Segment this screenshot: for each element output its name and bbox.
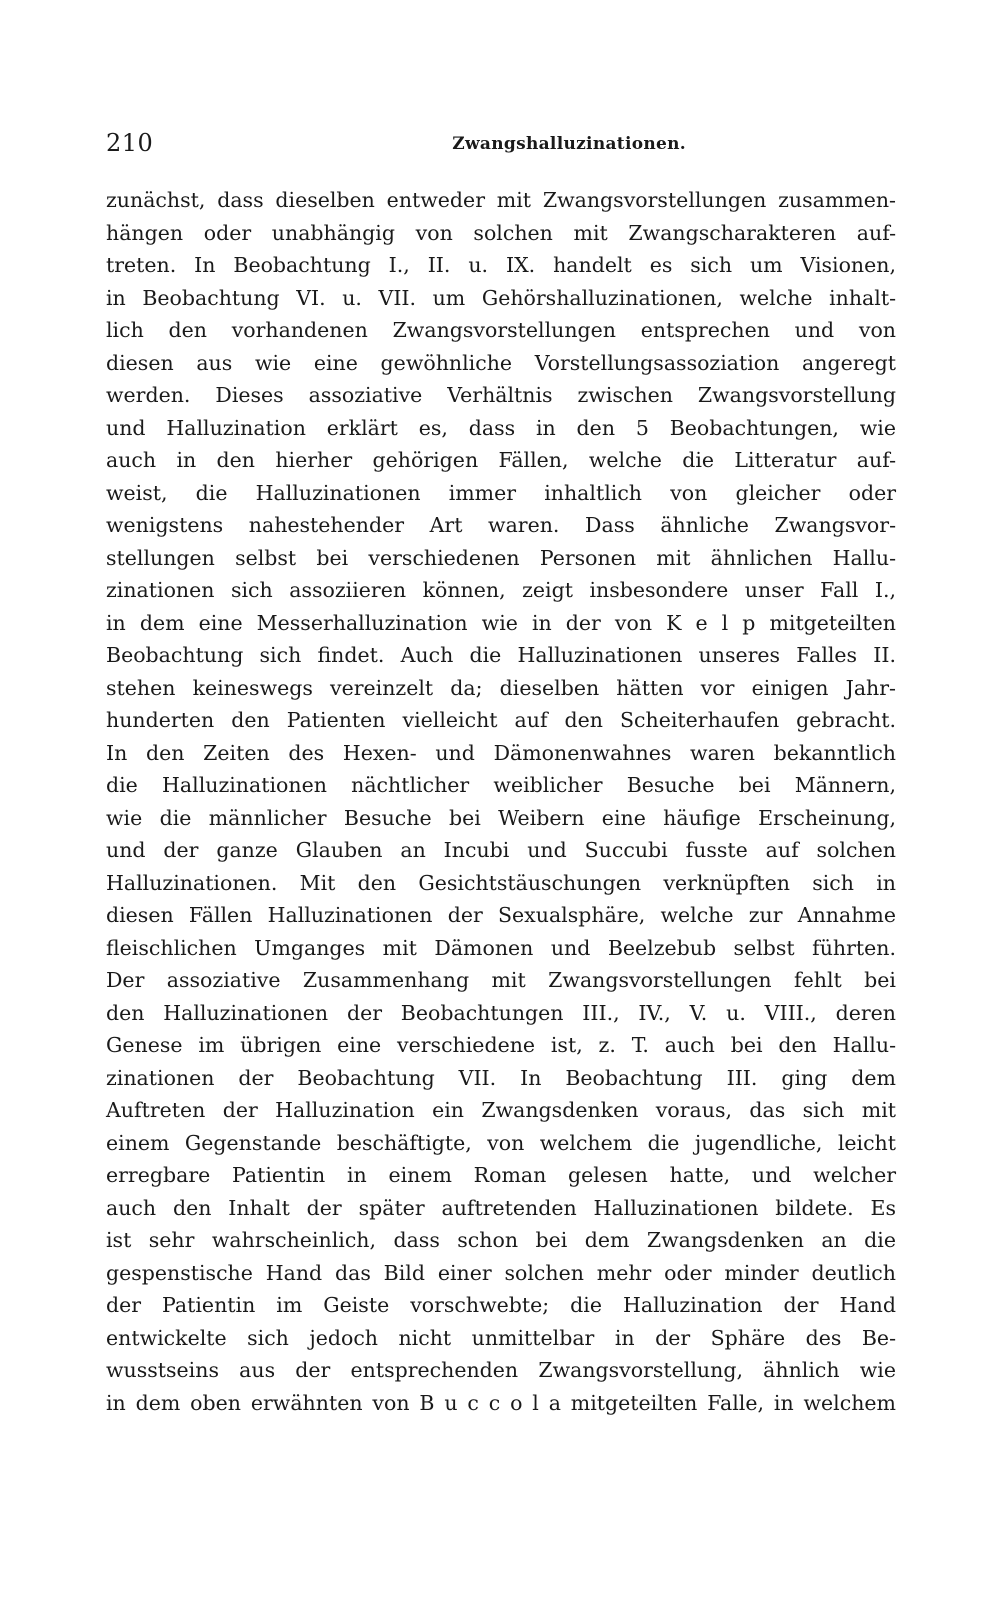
text-line: werden. Dieses assoziative Verhältnis zwischen Zwangsvorstellung [106,383,896,407]
text-line: zinationen sich assoziieren können, zeigt insbesondere unser Fall I., [106,578,896,602]
text-line: fleischlichen Umganges mit Dämonen und Beelzebub selbst führten. [106,935,896,960]
text-line: Beobachtung sich findet. Auch die Halluzinationen unseres Falles II. [106,643,896,667]
running-title: Zwangshalluzinationen. [452,134,686,154]
text-line: und Halluzination erklärt es, dass in den 5 Beobachtungen, wie [106,415,896,440]
text-line: gespenstische Hand das Bild einer solchen mehr oder minder deutlich [106,1260,896,1285]
text-line: diesen Fällen Halluzinationen der Sexualsphäre, welche zur Annahme [106,903,896,927]
text-line: auch den Inhalt der später auftretenden Halluzinationen bildete. Es [106,1195,896,1220]
text-line: der Patientin im Geiste vorschwebte; die Halluzination der Hand [106,1293,896,1317]
text-line: treten. In Beobachtung I., II. u. IX. handelt es sich um Visionen, [106,253,896,277]
page-number: 210 [106,129,154,157]
text-line: und der ganze Glauben an Incubi und Succubi fusste auf solchen [106,838,896,862]
body-text [106,184,896,1419]
text-line: den Halluzinationen der Beobachtungen III., IV., V. u. VIII., deren [106,1000,896,1025]
text-line: Genese im übrigen eine verschiedene ist, z. T. auch bei den Hallu- [106,1033,896,1057]
text-line: erregbare Patientin in einem Roman gelesen hatte, und welcher [106,1163,896,1187]
text-line: Auftreten der Halluzination ein Zwangsdenken voraus, das sich mit [106,1098,896,1122]
text-line: wusstseins aus der entsprechenden Zwangsvorstellung, ähnlich wie [106,1358,896,1382]
text-line: hunderten den Patienten vielleicht auf den Scheiterhaufen gebracht. [106,708,896,732]
text-line: stellungen selbst bei verschiedenen Personen mit ähnlichen Hallu- [106,545,896,570]
running-head [106,128,894,168]
text-line: wie die männlicher Besuche bei Weibern eine häufige Erscheinung, [106,805,896,830]
text-line: auch in den hierher gehörigen Fällen, welche die Litteratur auf- [106,448,896,472]
text-line: in dem eine Messerhalluzination wie in der von K e l p mitgeteilten [106,610,896,635]
text-line: zunächst, dass dieselben entweder mit Zwangsvorstellungen zusammen- [106,188,896,212]
text-line: stehen keineswegs vereinzelt da; dieselben hätten vor einigen Jahr- [106,675,896,700]
text-line: entwickelte sich jedoch nicht unmittelbar in der Sphäre des Be- [106,1325,896,1350]
text-line: wenigstens nahestehender Art waren. Dass ähnliche Zwangsvor- [106,513,896,537]
text-line: die Halluzinationen nächtlicher weiblicher Besuche bei Männern, [106,773,896,797]
text-line: in Beobachtung VI. u. VII. um Gehörshalluzinationen, welche inhalt- [106,285,896,310]
text-line: zinationen der Beobachtung VII. In Beobachtung III. ging dem [106,1065,896,1090]
text-line: lich den vorhandenen Zwangsvorstellungen entsprechen und von [106,318,896,342]
text-line: Halluzinationen. Mit den Gesichtstäuschungen verknüpften sich in [106,870,896,895]
text-line: einem Gegenstande beschäftigte, von welchem die jugendliche, leicht [106,1130,896,1155]
text-line: In den Zeiten des Hexen- und Dämonenwahnes waren bekanntlich [106,740,896,765]
text-line: ist sehr wahrscheinlich, dass schon bei dem Zwangsdenken an die [106,1228,896,1252]
text-line: hängen oder unabhängig von solchen mit Zwangscharakteren auf- [106,220,896,245]
text-line: diesen aus wie eine gewöhnliche Vorstellungsassoziation angeregt [106,350,896,375]
text-line: Der assoziative Zusammenhang mit Zwangsvorstellungen fehlt bei [106,968,896,992]
text-line: weist, die Halluzinationen immer inhaltlich von gleicher oder [106,480,896,505]
text-line: in dem oben erwähnten von B u c c o l a mitgeteilten Falle, in welchem [106,1390,896,1415]
